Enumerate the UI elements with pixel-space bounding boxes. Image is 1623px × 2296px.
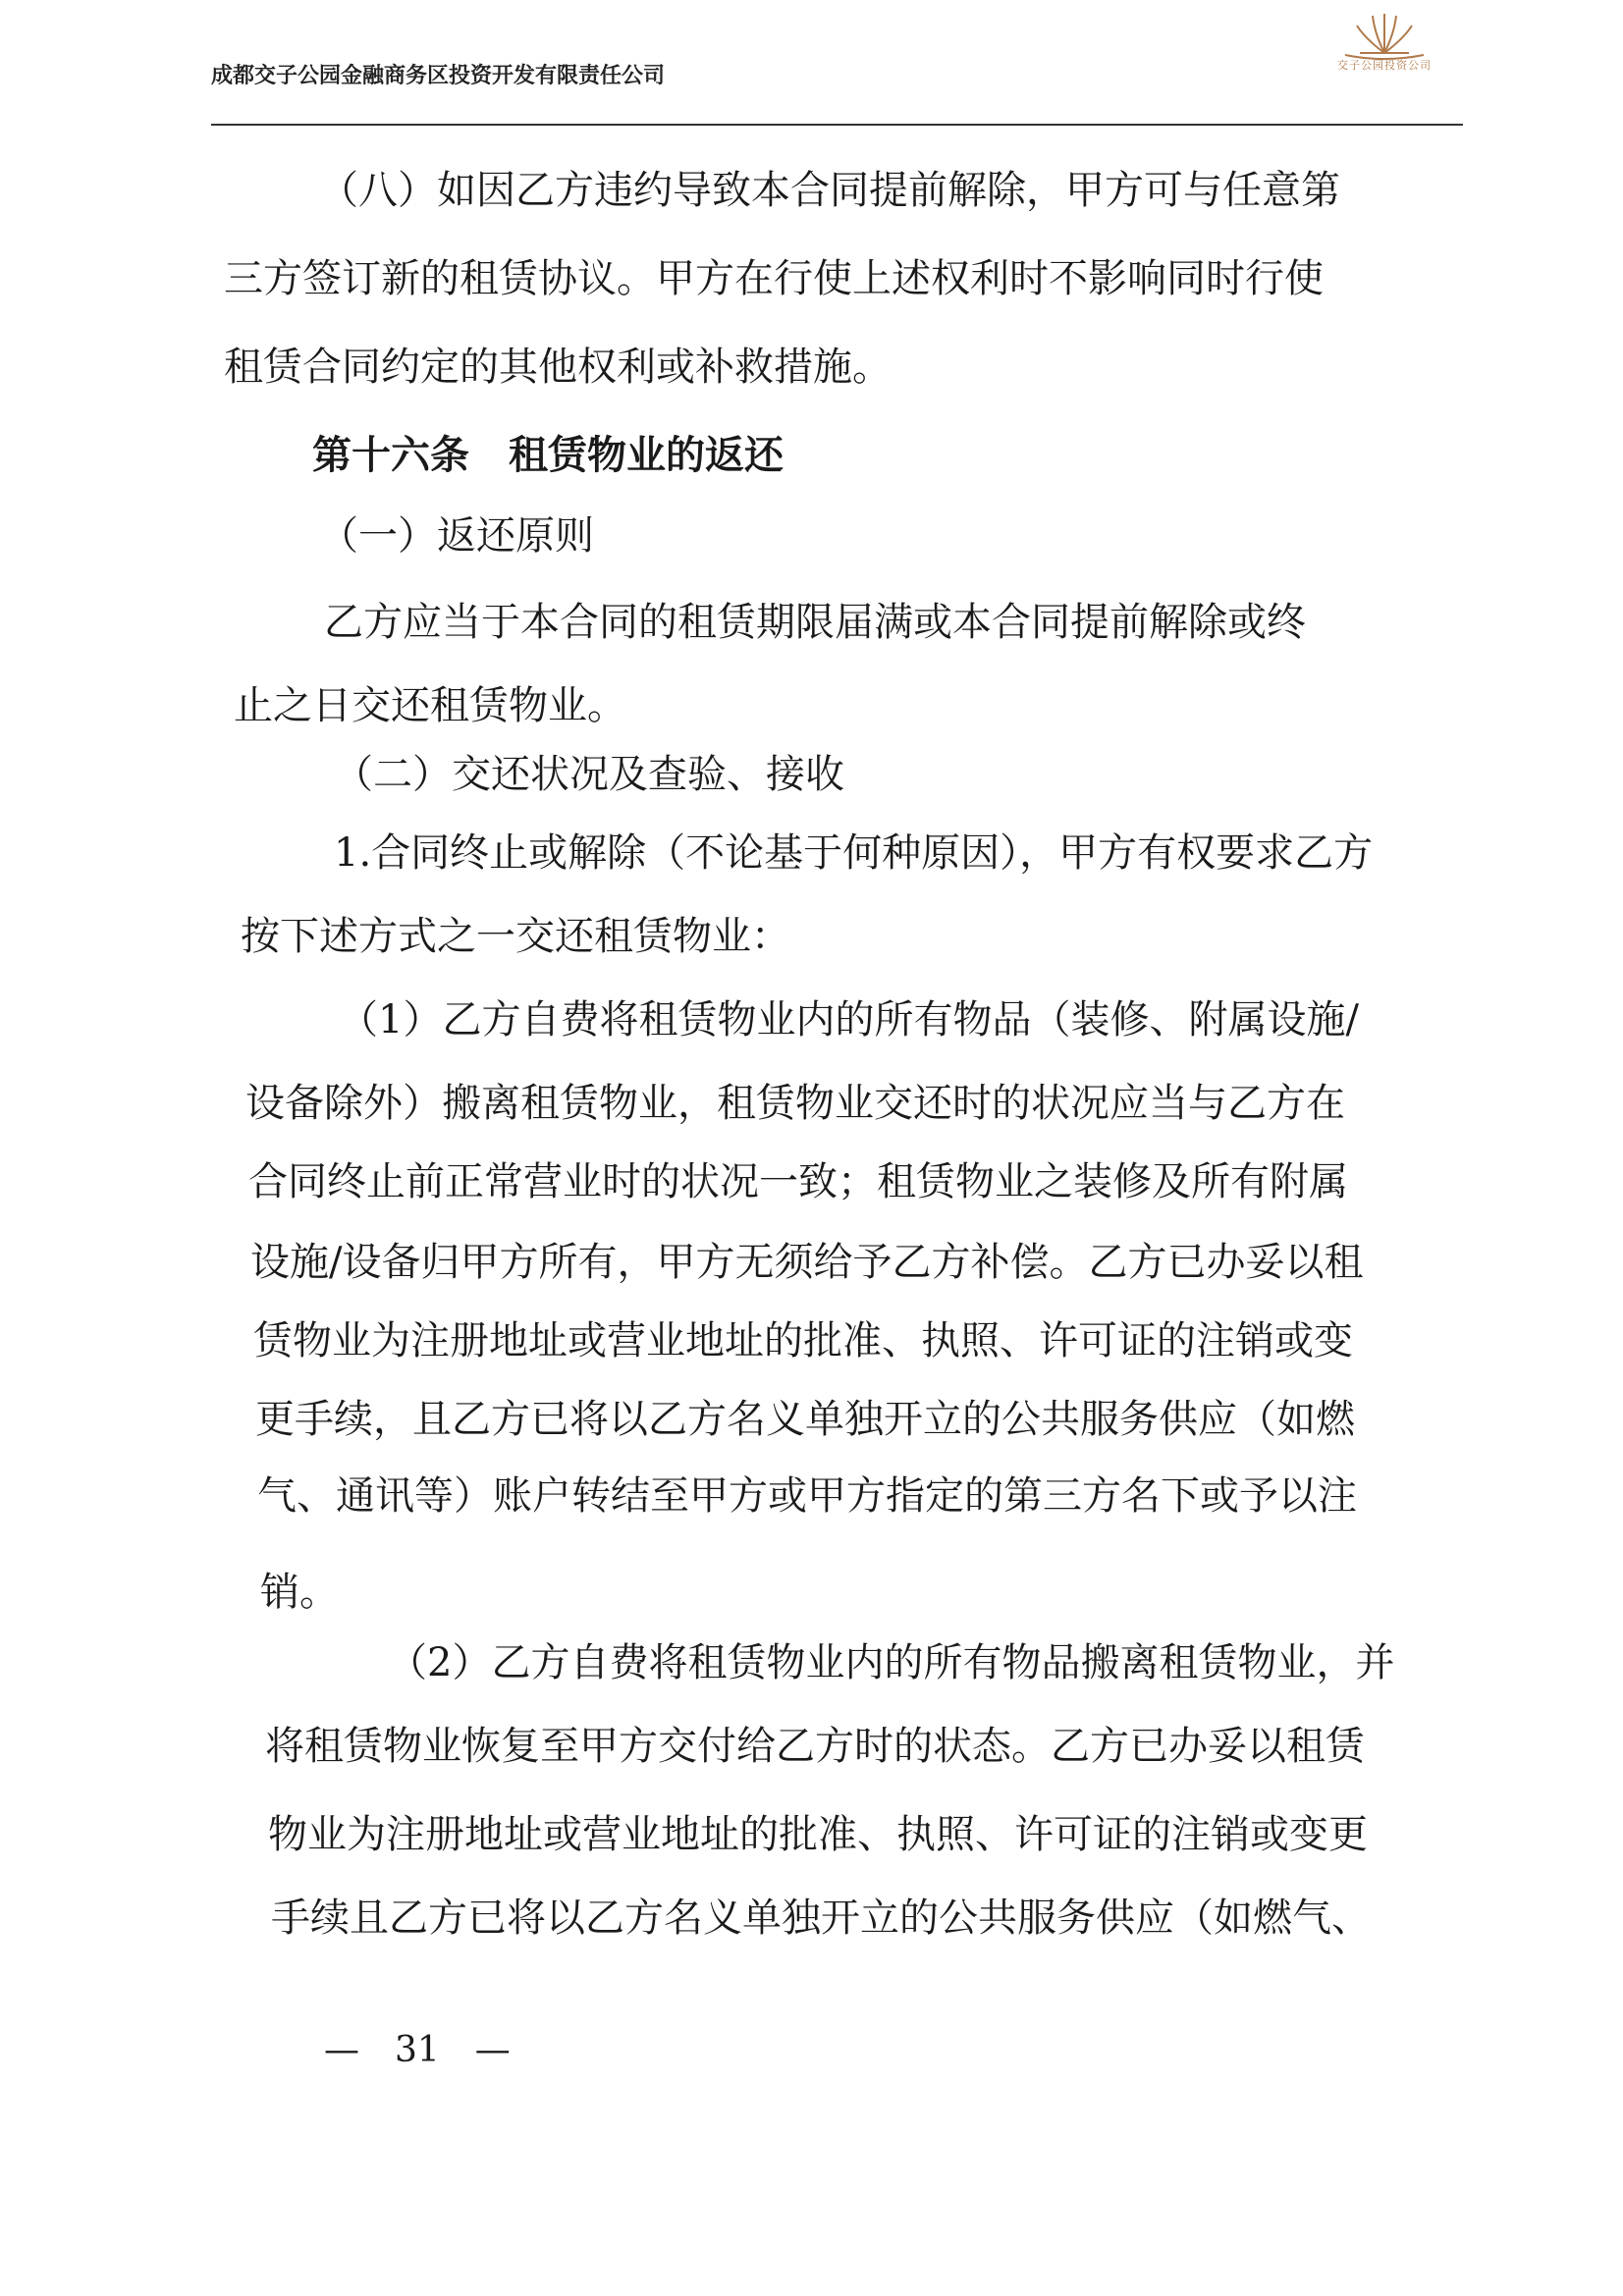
paragraph-line: 设施/设备归甲方所有，甲方无须给予乙方补偿。乙方已办妥以租 <box>250 1240 1364 1285</box>
paragraph-line: 销。 <box>260 1570 339 1615</box>
paragraph-line: 三方签订新的租赁协议。甲方在行使上述权利时不影响同时行使 <box>224 256 1324 301</box>
paragraph-line: 1.合同终止或解除（不论基于何种原因），甲方有权要求乙方 <box>334 830 1374 876</box>
paragraph-line: （1）乙方自费将租赁物业内的所有物品（装修、附属设施/ <box>339 997 1359 1042</box>
paragraph-line: 更手续，且乙方已将以乙方名义单独开立的公共服务供应（如燃 <box>255 1397 1355 1442</box>
paragraph-line: 物业为注册地址或营业地址的批准、执照、许可证的注销或变更 <box>268 1812 1368 1857</box>
header-divider <box>211 124 1463 126</box>
article-heading: 第十六条 租赁物业的返还 <box>312 432 784 478</box>
paragraph-line: 设备除外）搬离租赁物业，租赁物业交还时的状况应当与乙方在 <box>245 1081 1345 1126</box>
paragraph-line: 手续且乙方已将以乙方名义单独开立的公共服务供应（如燃气、 <box>271 1896 1371 1941</box>
section-heading: （一）返还原则 <box>319 513 594 559</box>
company-name: 成都交子公园金融商务区投资开发有限责任公司 <box>211 64 666 88</box>
paragraph-line: （2）乙方自费将租赁物业内的所有物品搬离租赁物业，并 <box>388 1640 1395 1685</box>
paragraph-line: （八）如因乙方违约导致本合同提前解除，甲方可与任意第 <box>319 168 1340 213</box>
paragraph-line: 赁物业为注册地址或营业地址的批准、执照、许可证的注销或变 <box>253 1318 1353 1363</box>
page-number: — 31 — <box>324 2030 511 2070</box>
paragraph-line: 租赁合同约定的其他权利或补救措施。 <box>224 345 892 390</box>
paragraph-line: 气、通讯等）账户转结至甲方或甲方指定的第三方名下或予以注 <box>257 1473 1357 1519</box>
paragraph-line: 将租赁物业恢复至甲方交付给乙方时的状态。乙方已办妥以租赁 <box>265 1724 1365 1769</box>
logo-text: 交子公园投资公司 <box>1337 59 1432 72</box>
paragraph-line: 按下述方式之一交还租赁物业： <box>241 914 790 959</box>
section-heading: （二）交还状况及查验、接收 <box>334 752 844 797</box>
paragraph-line: 合同终止前正常营业时的状况一致；租赁物业之装修及所有附属 <box>248 1159 1348 1204</box>
paragraph-line: 止之日交还租赁物业。 <box>234 683 626 728</box>
paragraph-line: 乙方应当于本合同的租赁期限届满或本合同提前解除或终 <box>324 600 1306 645</box>
